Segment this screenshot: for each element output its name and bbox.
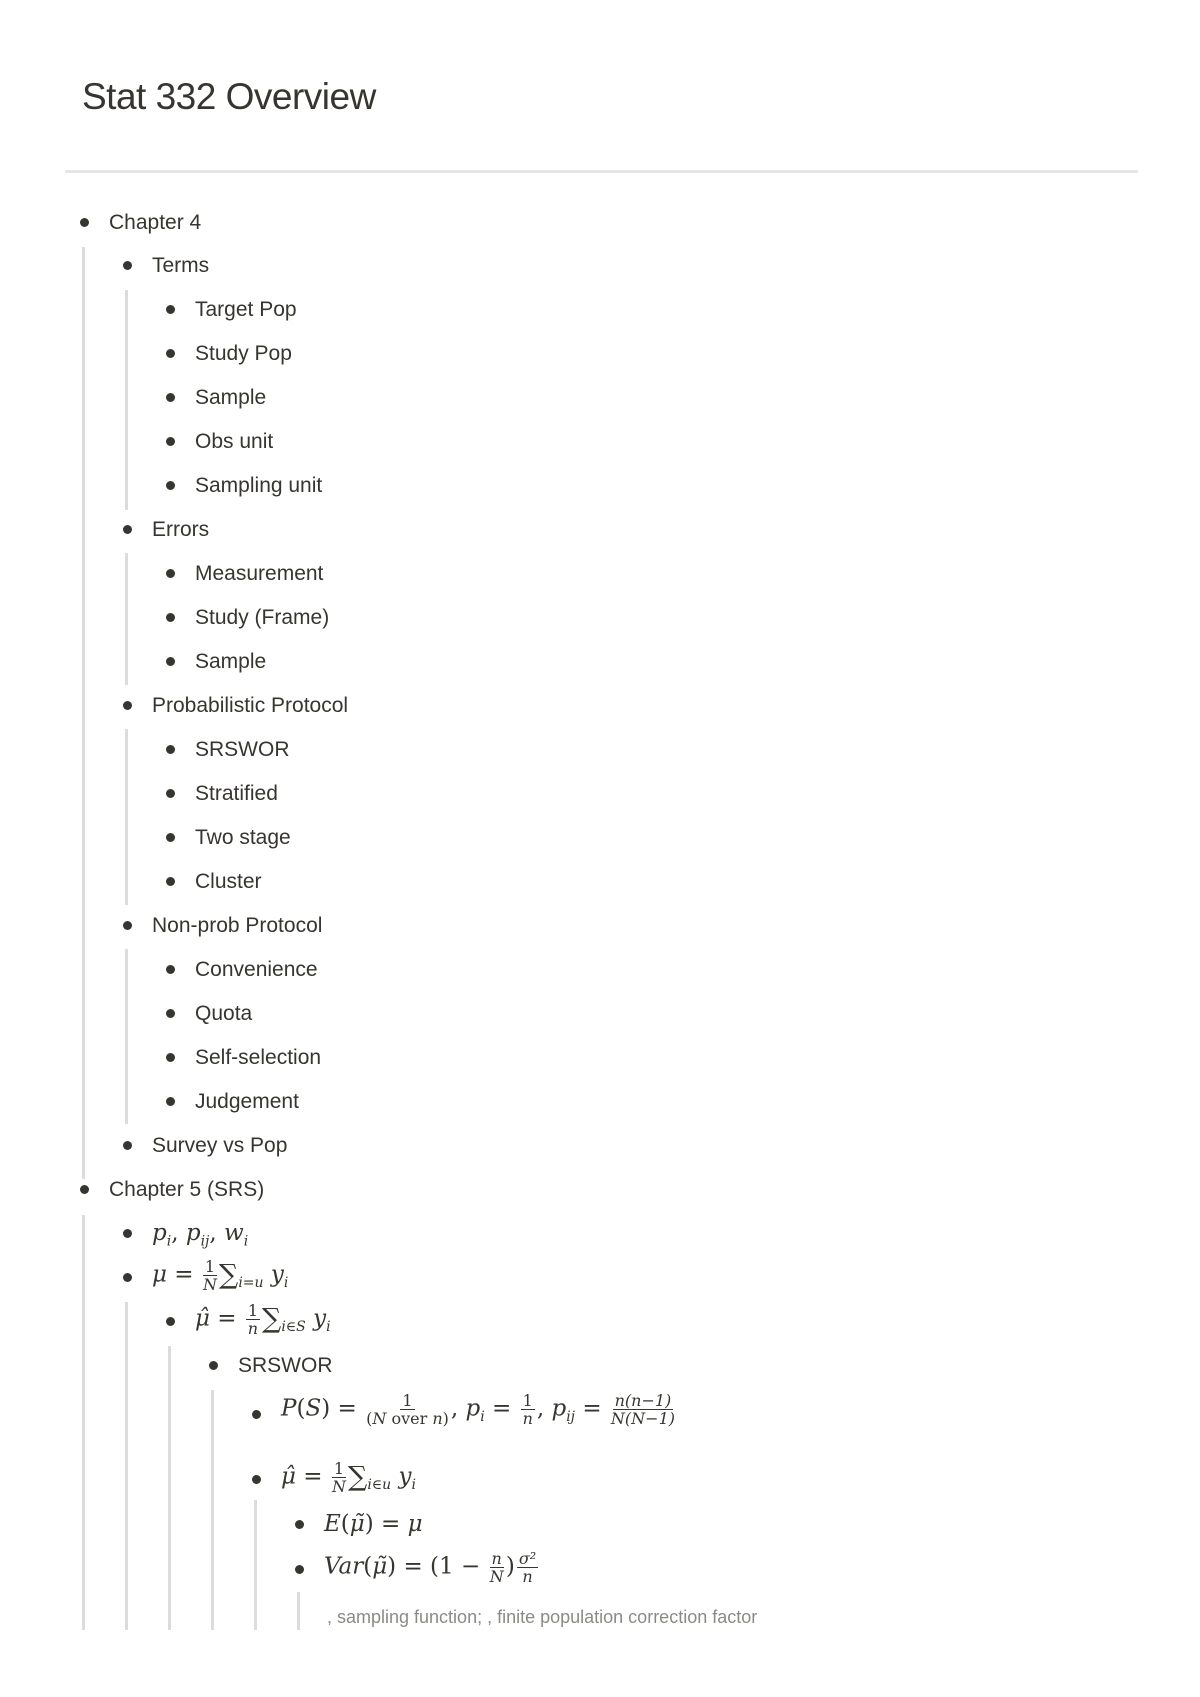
bullet <box>166 481 175 490</box>
list-item: Convenience <box>195 958 318 981</box>
chapter-4-heading: Chapter 4 <box>109 211 202 234</box>
errors-heading: Errors <box>152 518 210 541</box>
note-text: , sampling function; , finite population correction factor <box>327 1607 758 1627</box>
nest-line-chapter-5 <box>82 1215 85 1630</box>
page-title: Stat 332 Overview <box>82 76 376 117</box>
bullet <box>166 349 175 358</box>
srswor-heading: SRSWOR <box>238 1354 333 1377</box>
nest-line-mu <box>125 1302 128 1630</box>
list-item: Stratified <box>195 782 278 805</box>
list-item: Sample <box>195 386 267 409</box>
bullet <box>166 1009 175 1018</box>
formula-variance: Var(μ̃) = (1 − $\frac{n}{N}$ ) $\frac{\text{σ²}}{n}$ <box>324 1549 537 1586</box>
bullet <box>123 1229 132 1238</box>
formula-expectation: E(μ̃) = μ <box>324 1511 423 1537</box>
list-item: Judgement <box>195 1090 299 1113</box>
bullet <box>166 1053 175 1062</box>
bullet <box>166 833 175 842</box>
bullet <box>80 218 89 227</box>
bullet <box>123 921 132 930</box>
bullet <box>166 613 175 622</box>
list-item: SRSWOR <box>195 738 290 761</box>
list-item: Quota <box>195 1002 253 1025</box>
bullet <box>252 1410 261 1419</box>
nest-line-nonprob <box>125 949 128 1124</box>
formula-srswor-mean: μ̂ = $\frac{1}{N}$ $\sum_{i\in u}$ $y_i$ <box>281 1459 416 1496</box>
divider <box>65 170 1138 173</box>
bullet <box>252 1475 261 1484</box>
chapter-5-heading: Chapter 5 (SRS) <box>109 1178 265 1201</box>
nest-line-errors <box>125 553 128 685</box>
terms-heading: Terms <box>152 254 210 277</box>
bullet <box>166 965 175 974</box>
list-item: Sampling unit <box>195 474 323 497</box>
formula-probabilities: $p_i$, $p_{ij}$, $w_i$ <box>152 1220 249 1250</box>
list-item: Self-selection <box>195 1046 322 1069</box>
nest-line-terms <box>125 290 128 510</box>
bullet <box>123 1273 132 1282</box>
list-item: Study Pop <box>195 342 292 365</box>
bullet <box>123 1141 132 1150</box>
bullet <box>166 305 175 314</box>
bullet <box>166 1097 175 1106</box>
nest-line-mu-hat <box>168 1346 171 1630</box>
nest-line-chapter-4 <box>82 247 85 1179</box>
formula-population-mean: μ = $\frac{1}{N}$ $\sum_{i=u}$ $y_i$ <box>152 1257 289 1294</box>
bullet <box>123 701 132 710</box>
non-prob-protocol-heading: Non-prob Protocol <box>152 914 323 937</box>
list-item: Sample <box>195 650 267 673</box>
bullet <box>80 1185 89 1194</box>
list-item: Measurement <box>195 562 324 585</box>
bullet <box>166 745 175 754</box>
nest-line-var <box>297 1592 300 1630</box>
list-item: Cluster <box>195 870 262 893</box>
bullet <box>295 1520 304 1529</box>
bullet <box>166 877 175 886</box>
nest-line-mu-hat-2 <box>254 1500 257 1630</box>
bullet <box>123 525 132 534</box>
bullet <box>209 1361 218 1370</box>
bullet <box>166 789 175 798</box>
probabilistic-protocol-heading: Probabilistic Protocol <box>152 694 349 717</box>
formula-sample-mean: μ̂ = $\frac{1}{n}$ $\sum_{i\in S}$ $y_i$ <box>195 1301 331 1338</box>
bullet <box>166 657 175 666</box>
nest-line-srswor <box>211 1390 214 1630</box>
bullet <box>166 393 175 402</box>
list-item: Obs unit <box>195 430 274 453</box>
bullet <box>166 437 175 446</box>
formula-inclusion-probabilities: P(S) = $\frac{1}{\text{(N over n)}}$ , $p_i$ = $\frac{1}{n}$ , $p_{ij}$ = $\frac{n(n-1)}{N(N-1)}$ <box>281 1391 675 1428</box>
bullet <box>123 261 132 270</box>
bullet <box>295 1565 304 1574</box>
list-item: Target Pop <box>195 298 297 321</box>
bullet <box>166 1317 175 1326</box>
nest-line-prob <box>125 729 128 905</box>
list-item: Two stage <box>195 826 291 849</box>
survey-vs-pop-heading: Survey vs Pop <box>152 1134 288 1157</box>
bullet <box>166 569 175 578</box>
list-item: Study (Frame) <box>195 606 330 629</box>
